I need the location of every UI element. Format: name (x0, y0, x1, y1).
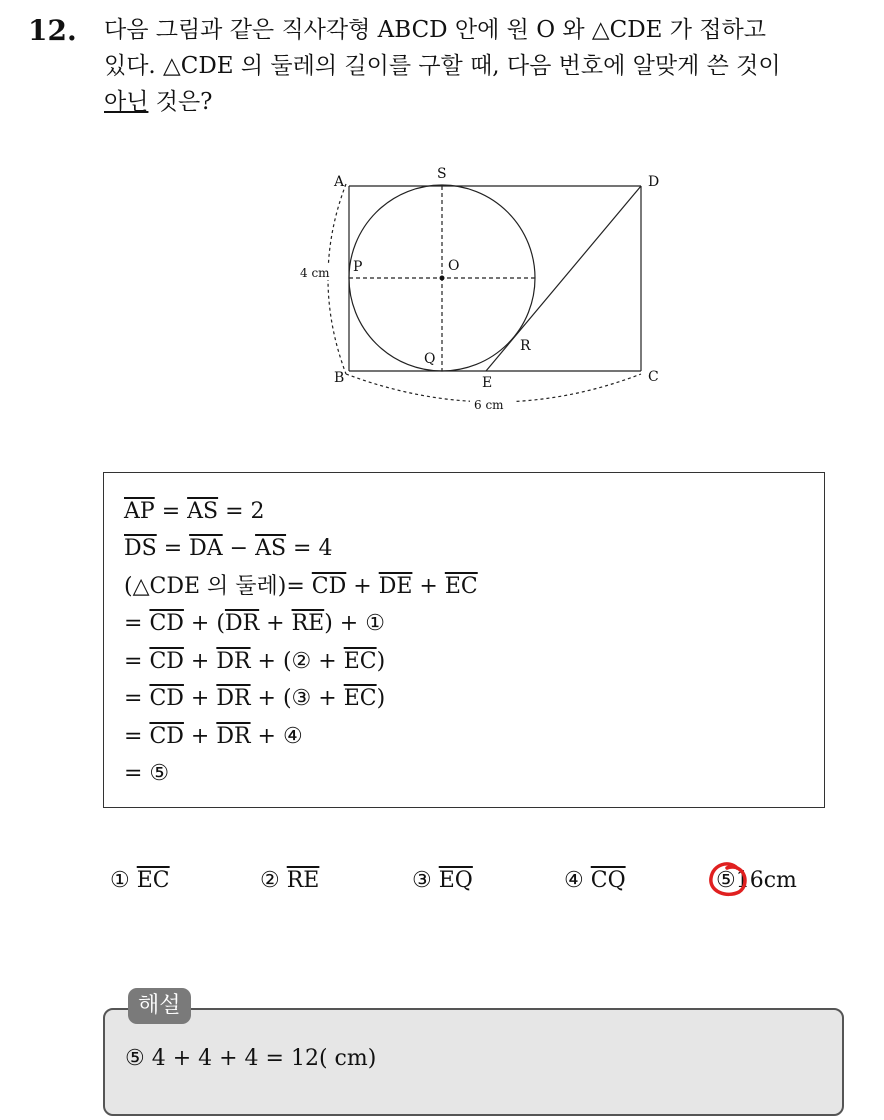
expression-text: = ⑤ (124, 761, 170, 786)
segment-name: $\overline{RE}$ (291, 611, 325, 636)
choice-2[interactable] (260, 868, 319, 893)
segment-name: $\overline{CD}$ (149, 724, 184, 749)
expression-text: = (124, 649, 150, 674)
explanation-box (103, 1008, 844, 1116)
label-D: D (648, 174, 660, 190)
label-S: S (437, 166, 447, 182)
segment-name: $\overline{AS}$ (187, 499, 219, 524)
segment-name: $\overline{AP}$ (124, 499, 155, 524)
segment-name: $\overline{EC}$ (444, 574, 478, 599)
work-line (124, 609, 385, 639)
expression-text: ) (376, 649, 386, 674)
segment-name: $\overline{CD}$ (311, 574, 347, 599)
work-line (124, 759, 169, 789)
question-line-3-rest: 것은? (148, 89, 213, 115)
expression-text: = (156, 536, 190, 561)
expression-text: + (183, 649, 217, 674)
expression-text: + (183, 724, 217, 749)
segment-name: $\overline{DE}$ (378, 574, 413, 599)
segment-name: $\overline{CD}$ (149, 686, 184, 711)
expression-text: = (124, 611, 150, 636)
expression-text: − (222, 536, 256, 561)
choice-number: ① (110, 868, 130, 893)
choice-value: $\overline{CQ}$ (590, 868, 626, 893)
geometry-figure (290, 160, 680, 425)
segment-name: $\overline{EC}$ (343, 649, 377, 674)
expression-text: + (412, 574, 445, 599)
choice-4[interactable] (564, 868, 626, 893)
width-label: 6 cm (474, 398, 504, 412)
segment-name: $\overline{CD}$ (149, 611, 184, 636)
segment-name: $\overline{DR}$ (224, 611, 260, 636)
question-text (104, 12, 864, 120)
expression-text: = 2 (218, 499, 265, 524)
segment-name: $\overline{DS}$ (124, 536, 157, 561)
mark-stroke (711, 864, 745, 894)
choice-number: ④ (564, 868, 584, 893)
work-line (124, 722, 303, 752)
choice-number: ⑤ (716, 868, 736, 893)
choice-value: $\overline{EQ}$ (438, 868, 473, 893)
question-underlined-word: 아닌 (104, 89, 149, 115)
expression-text: = (124, 724, 150, 749)
expression-text: = 4 (286, 536, 333, 561)
expression-text: + ( (183, 611, 225, 636)
label-O: O (448, 258, 460, 274)
label-Q: Q (424, 351, 436, 367)
solution-steps-box (103, 472, 825, 808)
expression-text: ) + ① (324, 611, 385, 636)
segment-name: $\overline{DR}$ (216, 649, 251, 674)
work-line (124, 572, 478, 602)
segment-name: $\overline{AS}$ (255, 536, 287, 561)
question-line-3 (104, 84, 864, 120)
explanation-text: ⑤ 4 + 4 + 4 = 12( cm) (125, 1046, 377, 1071)
choice-3[interactable] (412, 868, 473, 893)
expression-text: + (346, 574, 379, 599)
work-line (124, 497, 265, 527)
question-line-2: 있다. △CDE 의 둘레의 길이를 구할 때, 다음 번호에 알맞게 쓴 것이 (104, 53, 781, 79)
expression-text: (△CDE 의 둘레)= (124, 574, 312, 599)
choice-value: $\overline{EC}$ (136, 868, 170, 893)
choice-value: $\overline{RE}$ (286, 868, 320, 893)
expression-text: + (259, 611, 292, 636)
choice-value: 16cm (735, 868, 797, 893)
expression-text: + (③ + (250, 686, 344, 711)
segment-name: $\overline{CD}$ (149, 649, 184, 674)
choice-5[interactable] (716, 868, 797, 893)
label-A: A (334, 174, 345, 190)
label-R: R (520, 338, 531, 354)
expression-text: + (② + (250, 649, 344, 674)
segment-name: $\overline{DR}$ (216, 686, 251, 711)
answer-circle-mark-icon (707, 860, 751, 900)
label-C: C (648, 369, 659, 385)
answer-choices (110, 868, 850, 908)
work-line (124, 684, 385, 714)
segment-name: $\overline{EC}$ (343, 686, 377, 711)
choice-number: ② (260, 868, 280, 893)
expression-text: ) (376, 686, 386, 711)
segment-name: $\overline{DA}$ (189, 536, 223, 561)
height-label: 4 cm (300, 266, 330, 280)
segment-name: $\overline{DR}$ (216, 724, 251, 749)
work-line (124, 534, 332, 564)
work-line (124, 647, 385, 677)
choice-1[interactable] (110, 868, 170, 893)
label-E: E (482, 375, 493, 391)
expression-text: = (124, 686, 150, 711)
expression-text: + (183, 686, 217, 711)
question-number: 12. (28, 14, 77, 47)
question-line-1: 다음 그림과 같은 직사각형 ABCD 안에 원 O 와 △CDE 가 접하고 (104, 17, 766, 43)
choice-number: ③ (412, 868, 432, 893)
expression-text: + ④ (250, 724, 303, 749)
expression-text: = (154, 499, 188, 524)
explanation-tag: 해설 (128, 988, 191, 1024)
label-B: B (334, 370, 345, 386)
label-P: P (353, 259, 363, 275)
